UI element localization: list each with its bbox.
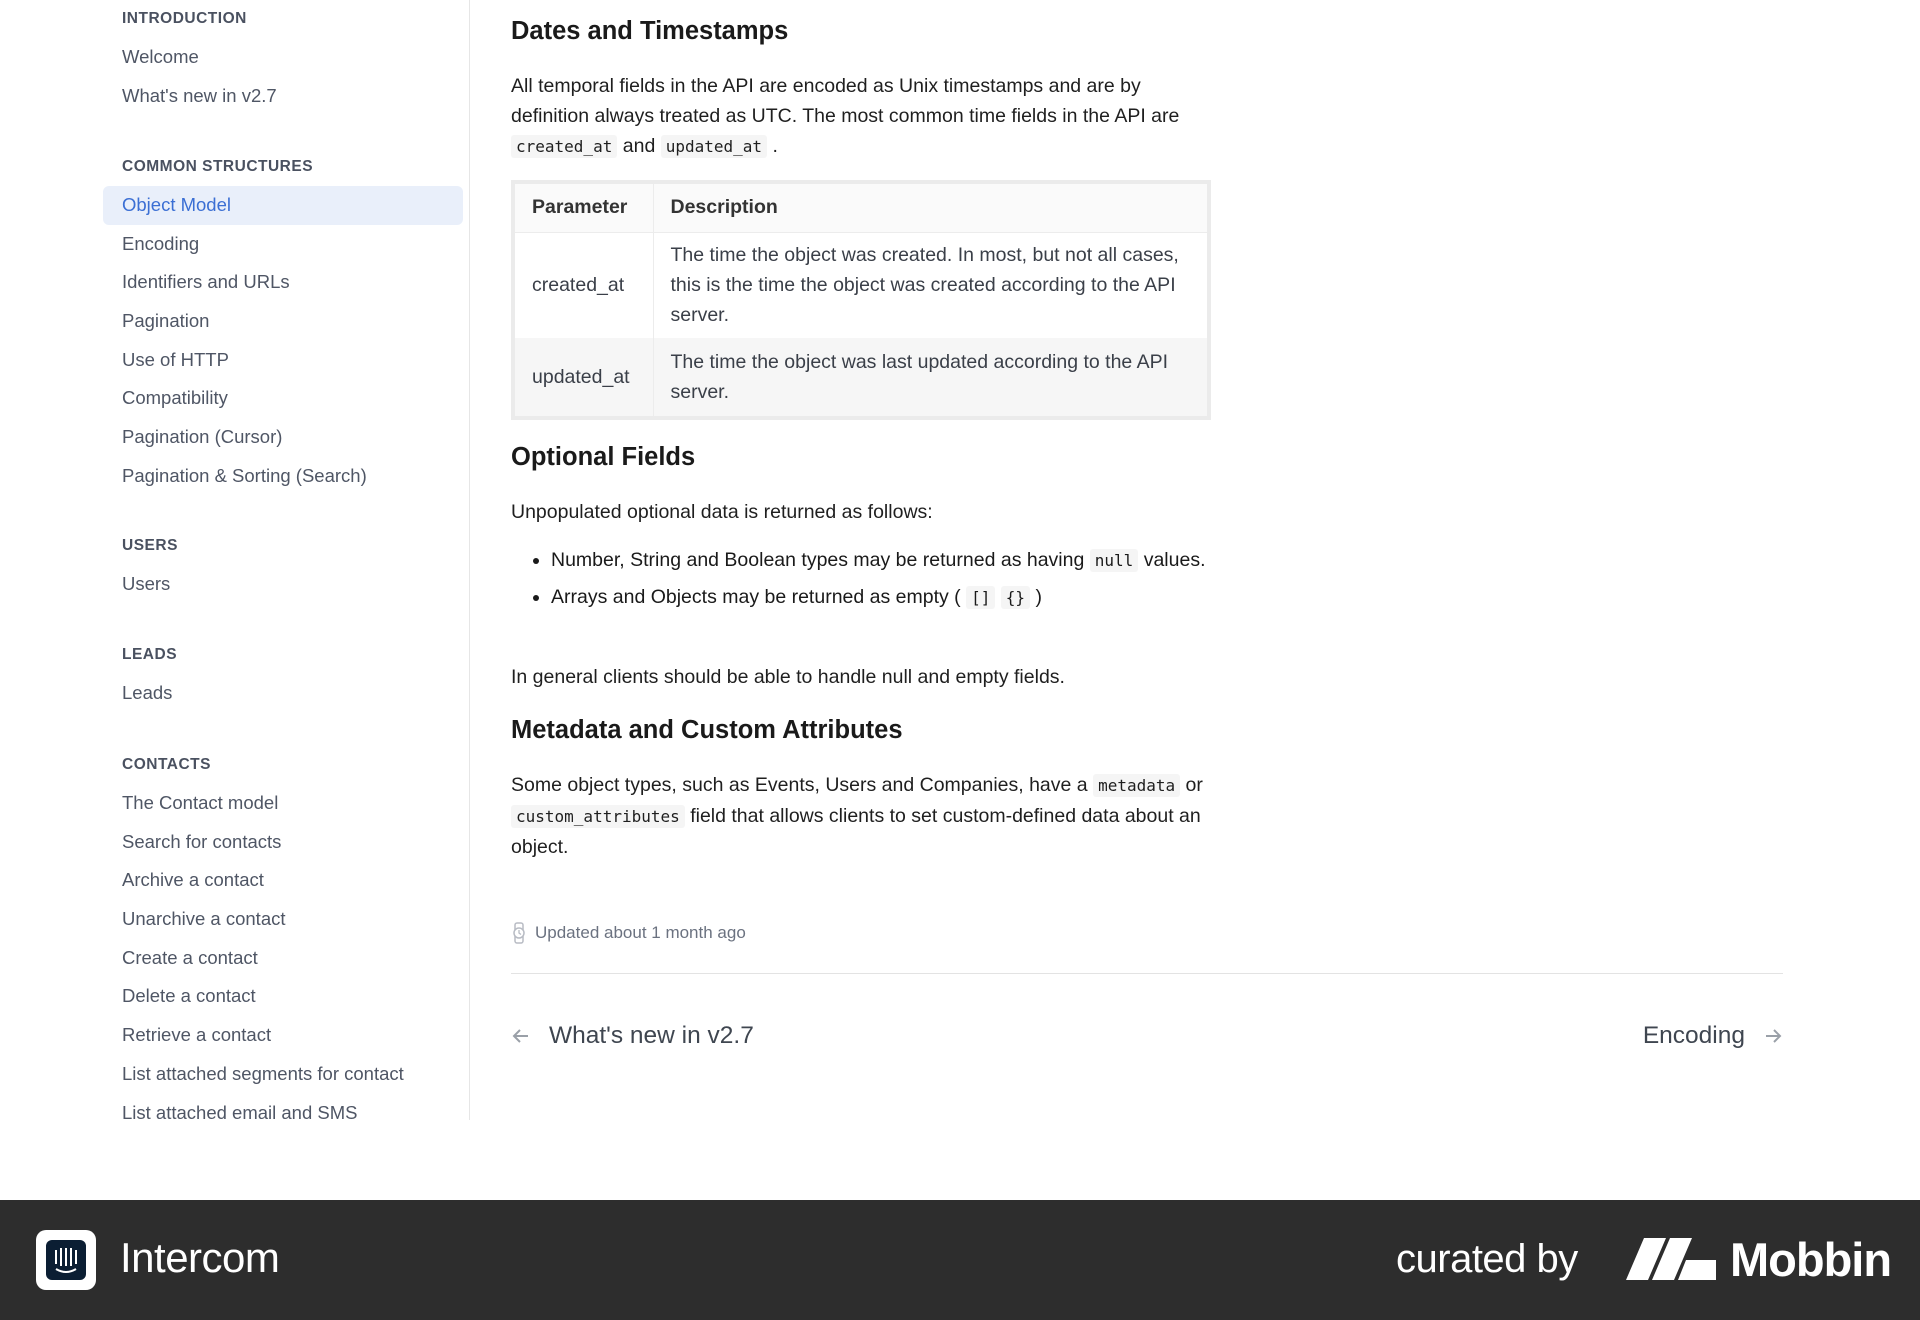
list-item — [551, 545, 1213, 576]
text: and — [622, 135, 656, 157]
sidebar-item-create-contact[interactable]: Create a contact — [122, 946, 258, 968]
section-users — [103, 527, 463, 604]
sidebar-item-contact-model[interactable]: The Contact model — [122, 792, 279, 813]
column-header: Description — [653, 182, 1209, 232]
watch-icon — [511, 922, 527, 944]
list-item — [551, 582, 1213, 613]
optional-intro: Unpopulated optional data is returned as follows: — [511, 501, 933, 523]
sidebar-item-list-segments[interactable]: List attached segments for contact — [122, 1062, 404, 1084]
sidebar-item-pagination[interactable]: Pagination — [122, 310, 210, 332]
heading-dates: Dates and Timestamps — [511, 17, 789, 45]
sidebar-item-identifiers[interactable]: Identifiers and URLs — [122, 271, 290, 293]
sidebar-item-pagination-cursor[interactable]: Pagination (Cursor) — [122, 426, 283, 448]
intercom-logo-icon — [36, 1230, 96, 1290]
section-header: COMMON STRUCTURES — [122, 158, 314, 175]
code-object: {} — [1001, 586, 1030, 609]
next-page-link[interactable] — [1643, 1022, 1783, 1050]
sidebar-item-delete-contact[interactable]: Delete a contact — [122, 985, 256, 1007]
sidebar-nav — [0, 0, 470, 1120]
text: Number, String and Boolean types may be returned as having — [551, 549, 1085, 571]
arrow-right-icon — [1763, 1026, 1783, 1046]
dates-paragraph — [511, 71, 1211, 162]
sidebar-item-encoding[interactable]: Encoding — [122, 232, 200, 254]
text: . — [772, 135, 778, 157]
code-array: [] — [966, 586, 995, 609]
sidebar-item-users[interactable]: Users — [122, 573, 171, 594]
text: or — [1185, 774, 1203, 796]
sidebar-item-unarchive-contact[interactable]: Unarchive a contact — [122, 908, 286, 930]
table-row — [513, 232, 1209, 338]
sidebar-item-whats-new[interactable]: What's new in v2.7 — [122, 84, 277, 106]
section-header: CONTACTS — [122, 756, 211, 773]
sidebar-item-search-contacts[interactable]: Search for contacts — [122, 830, 282, 852]
section-header: LEADS — [122, 646, 178, 663]
text: ) — [1035, 586, 1042, 608]
heading-optional-fields: Optional Fields — [511, 443, 696, 471]
mobbin-brand-name: Mobbin — [1730, 1233, 1892, 1286]
cell: created_at — [513, 232, 653, 338]
section-contacts — [103, 746, 463, 1120]
sidebar-item-compatibility[interactable]: Compatibility — [122, 387, 228, 409]
sidebar-item-list-email-sms[interactable]: List attached email and SMS — [122, 1101, 358, 1120]
code-custom-attributes: custom_attributes — [511, 805, 685, 828]
optional-list — [533, 545, 1213, 619]
column-header: Parameter — [513, 182, 653, 232]
code-updated-at: updated_at — [661, 135, 767, 158]
section-introduction — [103, 0, 463, 115]
intercom-brand-name: Intercom — [120, 1234, 280, 1281]
text: values. — [1143, 549, 1206, 571]
cell: The time the object was created. In most, but not all cases, this is the time the object was created according to the API server. — [653, 232, 1209, 338]
text: field that allows clients to set custom-defined data about an object. — [511, 805, 1201, 858]
text: All temporal fields in the API are encoded as Unix timestamps and are by definition always treated as UTC. The most common time fields in the API are — [511, 75, 1180, 127]
section-common-structures — [103, 148, 463, 496]
code-metadata: metadata — [1093, 774, 1180, 797]
last-updated — [511, 922, 746, 944]
curated-by-label: curated by — [1396, 1237, 1578, 1281]
heading-metadata: Metadata and Custom Attributes — [511, 716, 903, 744]
next-page-label: Encoding — [1642, 1022, 1745, 1049]
sidebar-item-leads[interactable]: Leads — [122, 682, 173, 703]
arrow-left-icon — [511, 1026, 531, 1046]
section-header: USERS — [122, 537, 178, 554]
sidebar-item-welcome[interactable]: Welcome — [122, 46, 199, 67]
optional-outro: In general clients should be able to handle null and empty fields. — [511, 666, 1065, 688]
section-header: INTRODUCTION — [122, 10, 247, 27]
sidebar-item-use-of-http[interactable]: Use of HTTP — [122, 348, 229, 370]
metadata-paragraph — [511, 770, 1211, 862]
prev-page-link[interactable] — [511, 1022, 754, 1050]
text: Some object types, such as Events, Users and Companies, have a — [511, 774, 1088, 796]
prev-page-label: What's new in v2.7 — [549, 1022, 754, 1049]
updated-text: Updated about 1 month ago — [535, 923, 746, 942]
section-leads — [103, 636, 463, 713]
code-created-at: created_at — [511, 135, 617, 158]
footer-banner — [0, 1200, 1920, 1320]
divider — [511, 973, 1783, 974]
sidebar-item-archive-contact[interactable]: Archive a contact — [122, 869, 264, 891]
parameters-table — [511, 180, 1211, 420]
code-null: null — [1090, 549, 1139, 572]
sidebar-item-pagination-search[interactable]: Pagination & Sorting (Search) — [122, 464, 367, 486]
cell: updated_at — [513, 338, 653, 418]
table-row — [513, 338, 1209, 418]
mobbin-logo-icon — [1626, 1238, 1716, 1280]
sidebar-item-retrieve-contact[interactable]: Retrieve a contact — [122, 1024, 272, 1046]
sidebar-item-object-model[interactable]: Object Model — [103, 186, 463, 225]
text: Arrays and Objects may be returned as empty ( — [551, 586, 961, 608]
cell: The time the object was last updated according to the API server. — [653, 338, 1209, 418]
